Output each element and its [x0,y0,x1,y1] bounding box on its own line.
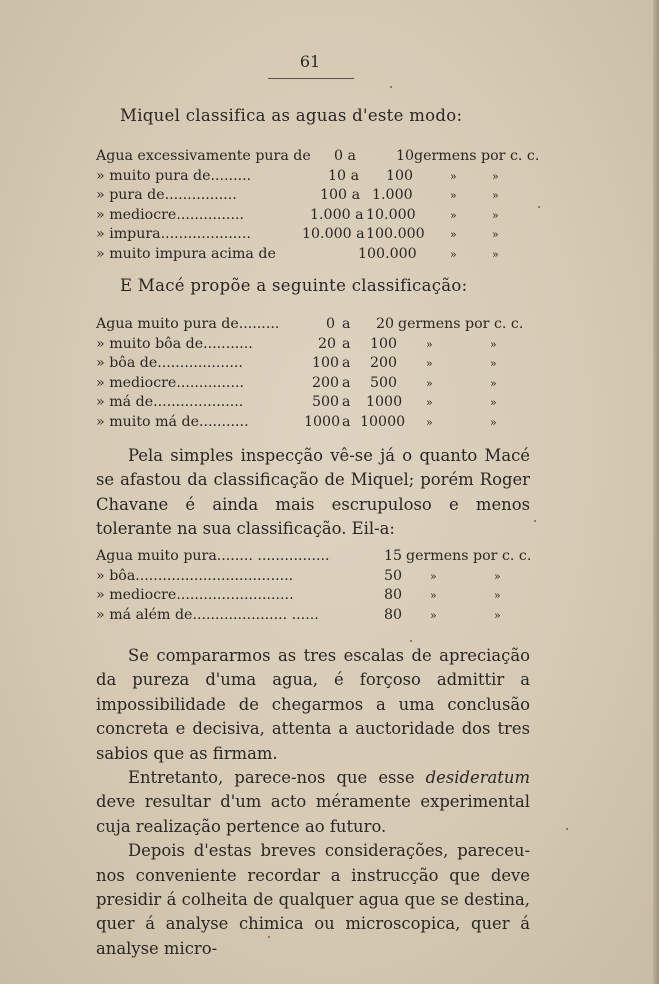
row-to: 200 [370,355,398,371]
row-to: 1.000 [372,187,413,203]
row-value: 15 [384,548,403,564]
row-from: 10.000 a [302,226,365,242]
intro-miquel: Miquel classifica as aguas d'este modo: [120,106,463,125]
paper-speck [390,86,392,88]
paragraph-instruction: Depois d'estas breves considerações, pareceu-nos conveniente recordar a instrucção que deve presidir á colheita de qualquer agua que se destina, quer á analyse chimica ou microscopica, quer á analyse micro- [96,841,530,958]
row-to: 100 [370,335,398,352]
row-value: 80 [384,587,403,603]
paragraph-comparison: Se compararmos as tres escalas de apreciação da pureza d'uma agua, é forçoso admittir a impossibilidade de chegarmos a uma conclusão concreta e decisiva, attenta a auctoridade dos tres sabios que as firmam. [96,646,530,763]
row-to: 100.000 [358,245,417,262]
row-label: Agua muito pura de......... [96,316,280,332]
ditto-mark: » [490,376,497,390]
text-after: deve resultar d'um acto méramente experimental cuja realização pertence ao futuro. [96,792,530,836]
ditto-mark: » [494,589,501,602]
row-label: » mediocre.......................... [96,587,294,603]
ditto-mark: » [450,208,457,222]
row-to: 20 [376,316,395,332]
ditto-mark: » [450,189,457,202]
row-value: 80 [384,606,403,623]
ditto-mark: » [450,228,457,241]
row-a: a [342,335,351,352]
row-label: » muito pura de......... [96,167,252,184]
row-from: 10 a [328,167,360,184]
row-to: 10000 [360,413,406,430]
row-from: 0 [326,316,336,332]
ditto-mark: » [492,228,499,241]
row-label: » impura.................... [96,226,251,242]
ditto-mark: » [426,337,433,351]
row-to: 10.000 [366,206,416,223]
row-label: » muito bôa de........... [96,335,253,352]
paragraph-desideratum [96,766,530,839]
row-to: 500 [370,374,398,391]
ditto-mark: » [450,247,457,261]
ditto-mark: » [430,608,437,622]
row-a: a [342,413,351,430]
row-label: » muito má de........... [96,413,249,430]
paper-speck [566,828,568,830]
row-from: 200 [312,374,340,391]
ditto-mark: » [494,569,501,583]
ditto-mark: » [450,169,457,183]
intro-mace: E Macé propõe a seguinte classificação: [120,276,468,295]
row-from: 1000 [304,413,341,430]
ditto-mark: » [490,415,497,429]
row-from: 500 [312,394,340,410]
row-from: 0 a [334,148,356,164]
row-from: 20 [318,335,337,352]
row-to: 1000 [366,394,403,410]
row-label: » pura de................ [96,187,237,203]
header-rule [268,78,354,79]
row-a: a [342,394,351,410]
row-to: 10 [396,148,415,164]
ditto-mark: » [426,357,433,370]
paper-speck [538,206,540,208]
row-label: » mediocre............... [96,206,244,223]
paragraph-inspection [96,444,530,542]
row-label: » má além de..................... ...... [96,606,319,623]
page-number: 61 [299,52,321,71]
row-label: » bôa................................... [96,567,294,584]
paper-speck [534,520,536,522]
row-from: 100 [312,355,340,371]
row-from: 100 a [320,187,361,203]
row-label: » muito impura acima de [96,245,276,262]
row-label: » má de.................... [96,394,244,410]
row-from: 1.000 a [310,206,364,223]
row-to: 100.000 [366,226,425,242]
ditto-mark: » [490,357,497,370]
paper-speck [268,936,270,938]
row-unit: germens por c. c. [398,316,524,332]
paragraph-body [96,644,530,961]
row-unit: germens por c. c. [414,148,540,164]
row-label: » mediocre............... [96,374,244,391]
row-label: Agua muito pura........ ................ [96,548,330,564]
ditto-mark: » [430,589,437,602]
ditto-mark: » [490,337,497,351]
ditto-mark: » [492,247,499,261]
paragraph-text: Pela simples inspecção vê-se já o quanto Macé se afastou da classificação de Miquel; porém Roger Chavane é ainda mais escrupuloso e menos tolerante na sua classificação. Eil-a: [96,446,530,539]
row-unit: germens por c. c. [406,548,532,564]
ditto-mark: » [426,396,433,409]
text-before: Entretanto, parece-nos que esse [128,768,426,788]
ditto-mark: » [492,169,499,183]
page-edge-shadow [653,0,659,984]
row-to: 100 [386,167,414,184]
paper-speck [410,640,412,642]
row-a: a [342,355,351,371]
emphasis-desideratum: desideratum [425,768,530,788]
ditto-mark: » [426,376,433,390]
ditto-mark: » [426,415,433,429]
row-a: a [342,316,351,332]
row-label: » bôa de................... [96,355,243,371]
ditto-mark: » [492,208,499,222]
row-value: 50 [384,567,403,584]
ditto-mark: » [494,608,501,622]
ditto-mark: » [492,189,499,202]
ditto-mark: » [490,396,497,409]
row-label: Agua excessivamente pura de [96,148,311,164]
ditto-mark: » [430,569,437,583]
row-a: a [342,374,351,391]
